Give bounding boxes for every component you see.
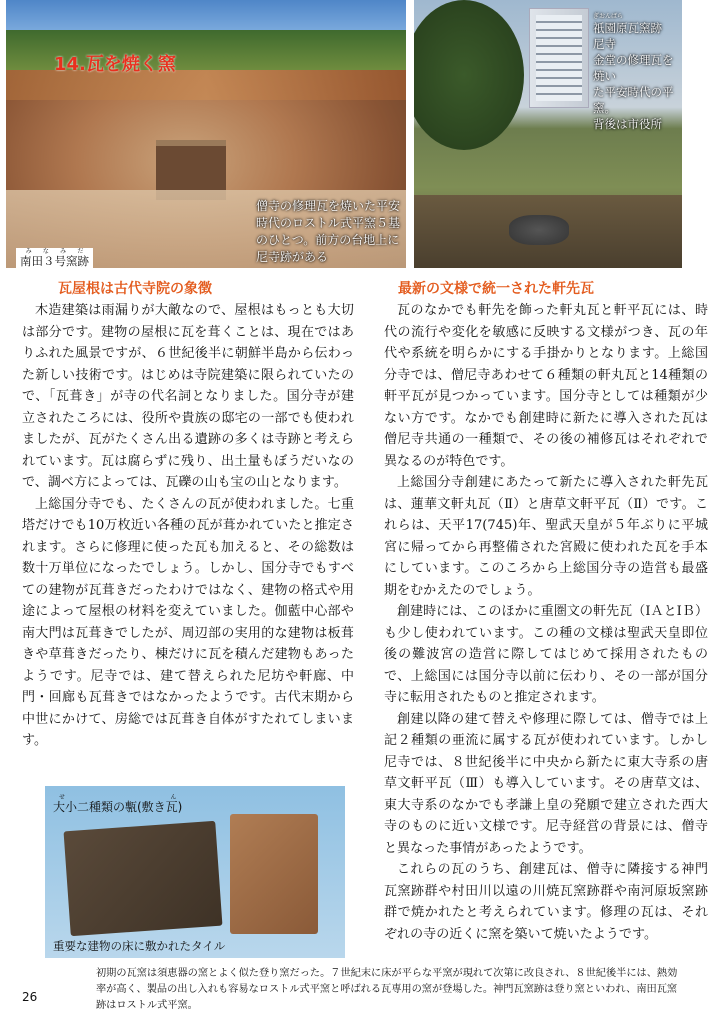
excavation-photo-left bbox=[6, 0, 406, 268]
right-column-text bbox=[384, 300, 708, 945]
left-paragraph-1: 木造建築は雨漏りが大敵なので、屋根はもっとも大切は部分です。建物の屋根に瓦を葺くことは、現在ではありふれた風景ですが、６世紀後半に朝鮮半島から伝わった新しい技術です。はじめは寺院建築に限られていたので、「瓦葺き」が寺の代名詞となりました。国分寺が建立されたころには、役所や貴族の邸宅の一部でも使われましたが、瓦がたくさん出る遺跡の多くは寺跡と考えられています。瓦は腐らずに残り、出土量もぼうだいなので、調べ方によっては、瓦礫の山も宝の山となります。 bbox=[22, 303, 354, 490]
left-column-text bbox=[22, 300, 354, 752]
right-paragraph-2: 上総国分寺創建にあたって新たに導入された軒先瓦は、蓮華文軒丸瓦（Ⅱ）と唐草文軒平瓦（Ⅱ）です。これらは、天平17(745)年、聖武天皇が５年ぶりに平城宮に帰ってから再整備された宮殿に使われた瓦を手本にしています。このころから上総国分寺の造営も最盛期をむかえたのでしょう。 bbox=[384, 475, 708, 598]
left-heading: 瓦屋根は古代寺院の象徴 bbox=[58, 281, 212, 297]
large-tile bbox=[64, 821, 223, 936]
left-paragraph-2: 上総国分寺でも、たくさんの瓦が使われました。七重塔だけでも10万枚近い各種の瓦が葺かれていたと推定されます。さらに修理に使った瓦も加えると、その総数は数十万単位になったでしょう。しかし、国分寺でもすべての建物が瓦葺きだったわけではなく、建物の格式や用途によって屋根の材料を変えていました。伽藍中心部や南大門は瓦葺きでしたが、周辺部の実用的な建物は板葺きや草葺きだったり、棟だけに瓦を積んだ建物もあったようです。尼寺では、建て替えられた尼坊や軒廊、中門・回廊も瓦葺きではなかったようです。古代末期から中世にかけて、房総では瓦葺き自体がすたれてしまいます。 bbox=[22, 496, 354, 748]
tile-photo-subtitle: 重要な建物の床に敷かれたタイル bbox=[53, 939, 226, 953]
site-label: 南田３号窯跡みなみだ bbox=[16, 248, 93, 268]
right-paragraph-3: 創建時には、このほかに重圏文の軒先瓦（ⅠＡとⅠＢ）も少し使われています。この種の文様は聖武天皇即位後の難波宮の造営に際してはじめて採用されたもので、上総国には国分寺以前に伝わり、その一部が国分寺に転用されたものと推定されます。 bbox=[384, 604, 708, 705]
tile-photo-title: 大小二種類の甎(敷き瓦)せん bbox=[53, 794, 183, 814]
page-number: 26 bbox=[22, 990, 38, 1004]
footnote: 初期の瓦窯は須恵器の窯とよく似た登り窯だった。７世紀末に床が平らな平窯が現れて次第に改良され、８世紀後半には、熱効率が高く、製品の出し入れも容易なロストル式平窯と呼ばれる瓦専用の窯が登場した。神門瓦窯跡は登り窯といわれ、南田瓦窯跡はロストル式平窯。 bbox=[96, 968, 678, 1011]
section-title: 14.瓦を焼く窯 bbox=[54, 54, 176, 75]
kiln-photo-right bbox=[414, 0, 682, 268]
photo-left-caption: 僧寺の修理瓦を焼いた平安 時代のロストル式平窯５基 のひとつ。前方の台地上に 尼寺跡がある bbox=[256, 199, 401, 264]
right-heading: 最新の文様で統一された軒先瓦 bbox=[398, 281, 594, 297]
tile-photo bbox=[45, 786, 345, 958]
photo-right-caption: ぎおんばら 祇園原瓦窯跡 尼寺 金堂の修理瓦を焼い た平安時代の平窯。 背後は市役所 bbox=[593, 13, 674, 131]
small-tile bbox=[230, 814, 318, 934]
right-paragraph-1: 瓦のなかでも軒先を飾った軒丸瓦と軒平瓦には、時代の流行や変化を敏感に反映する文様がつき、瓦の年代や系統を明らかにする手掛かりとなります。上総国分寺では、僧尼寺あわせて６種類の軒丸瓦と14種類の軒平瓦が見つかっています。国分寺としては種類が少ない方です。なかでも創建時に新たに導入された瓦は僧尼寺共通の一種類で、その後の補修瓦はそれぞれで異なるのが特色です。 bbox=[384, 303, 708, 469]
right-paragraph-4: 創建以降の建て替えや修理に際しては、僧寺では上記２種類の亜流に属する瓦が使われています。しかし尼寺では、８世紀後半に中央から新たに東大寺系の唐草文軒平瓦（Ⅲ）も導入しています。その唐草文は、東大寺系のなかでも孝謙上皇の発願で建立された西大寺のものに近い文様です。尼寺経営の背景には、僧寺と異なった事情があったようです。 bbox=[384, 711, 708, 856]
right-paragraph-5: これらの瓦のうち、創建瓦は、僧寺に隣接する神門瓦窯跡群や村田川以遠の川焼瓦窯跡群や南河原坂窯跡群で焼かれたと考えられています。修理の瓦は、それぞれの寺の近くに窯を築いて焼いたようです。 bbox=[384, 862, 708, 942]
